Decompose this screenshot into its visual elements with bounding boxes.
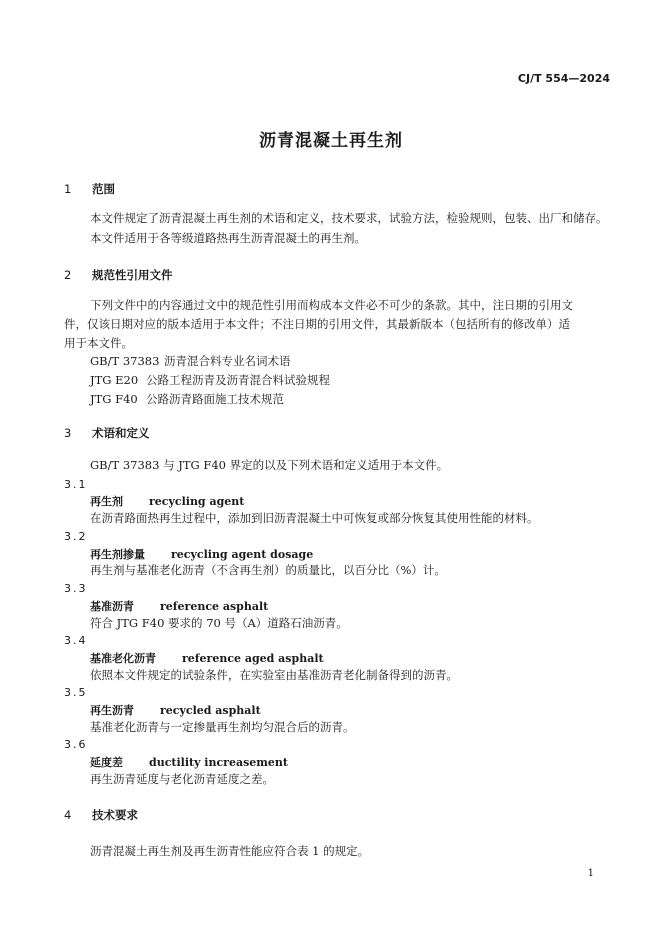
term-en: reference aged asphalt [182,652,324,665]
paragraph-line: 用于本文件。 [64,336,133,350]
term-definition: 符合 JTG F40 要求的 70 号（A）道路石油沥青。 [90,616,348,630]
reference-name: 公路沥青路面施工技术规范 [146,392,284,406]
term-definition: 基准老化沥青与一定掺量再生剂均匀混合后的沥青。 [90,720,355,734]
reference-name: 公路工程沥青及沥青混合料试验规程 [146,373,330,387]
reference-code: GB/T 37383 [90,354,160,368]
paragraph: GB/T 37383 与 JTG F40 界定的以及下列术语和定义适用于本文件。 [90,458,449,472]
term-entry [90,702,261,718]
reference-item [90,390,284,409]
term-definition: 再生沥青延度与老化沥青延度之差。 [90,772,274,786]
standard-code: CJ/T 554—2024 [517,72,610,85]
term-zh: 基准老化沥青 [90,652,156,665]
term-entry [90,650,324,666]
reference-item [90,371,330,390]
term-zh: 基准沥青 [90,600,134,613]
term-number: 3.3 [64,582,88,595]
reference-name: 沥青混合料专业名词术语 [164,354,291,368]
reference-code: JTG F40 [90,392,138,406]
reference-item [90,352,291,371]
section-number: 4 [64,808,72,822]
section-title: 范围 [92,182,115,196]
section-title: 技术要求 [92,808,138,822]
term-entry [90,754,288,770]
section-number: 1 [64,182,72,196]
section-number: 2 [64,268,72,282]
section-title: 规范性引用文件 [92,268,173,282]
reference-code: JTG E20 [90,373,139,387]
term-zh: 再生剂掺量 [90,548,145,561]
term-number: 3.6 [64,738,88,751]
term-number: 3.1 [64,478,88,491]
term-zh: 延度差 [90,756,123,769]
section-number: 3 [64,426,72,440]
term-definition: 依照本文件规定的试验条件，在实验室由基准沥青老化制备得到的沥青。 [90,668,458,682]
term-definition: 在沥青路面热再生过程中，添加到旧沥青混凝土中可恢复或部分恢复其使用性能的材料。 [90,511,539,525]
term-entry [90,493,244,509]
section-2-heading [64,267,173,283]
term-entry [90,546,313,562]
term-en: reference asphalt [160,600,269,613]
section-title: 术语和定义 [92,426,150,440]
term-en: recycled asphalt [160,704,261,717]
term-definition: 再生剂与基准老化沥青（不含再生剂）的质量比，以百分比（%）计。 [90,563,446,577]
term-entry [90,598,268,614]
paragraph: 本文件规定了沥青混凝土再生剂的术语和定义，技术要求，试验方法，检验规则，包装、出厂和储存。 [90,211,608,225]
term-en: recycling agent [149,495,245,508]
page-number: 1 [587,868,594,879]
page-title: 沥青混凝土再生剂 [259,131,403,151]
term-number: 3.4 [64,634,88,647]
section-1-heading [64,181,115,197]
term-en: ductility increasement [149,756,289,769]
term-en: recycling agent dosage [171,548,314,561]
paragraph-line: 件，仅该日期对应的版本适用于本文件；不注日期的引用文件，其最新版本（包括所有的修改单）适 [64,317,570,331]
term-number: 3.2 [64,530,88,543]
term-zh: 再生沥青 [90,704,134,717]
section-3-heading [64,425,150,441]
paragraph: 沥青混凝土再生剂及再生沥青性能应符合表 1 的规定。 [90,844,370,858]
term-zh: 再生剂 [90,495,123,508]
paragraph: 本文件适用于各等级道路热再生沥青混凝土的再生剂。 [90,231,366,245]
paragraph-line: 下列文件中的内容通过文中的规范性引用而构成本文件必不可少的条款。其中，注日期的引用文 [90,298,573,312]
term-number: 3.5 [64,686,88,699]
section-4-heading [64,807,138,823]
